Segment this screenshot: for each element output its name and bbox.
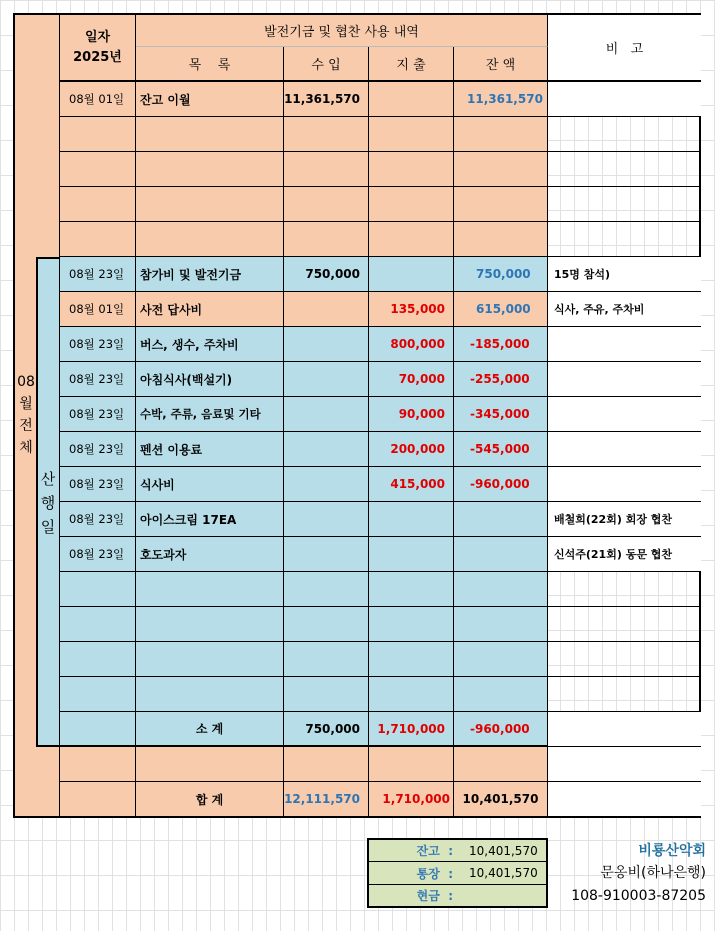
- row-expense: 415,000: [369, 467, 454, 502]
- total-income: 12,111,570: [284, 782, 369, 816]
- row-item: 수박, 주류, 음료및 기타: [136, 397, 284, 432]
- total-expense: 1,710,000: [369, 782, 454, 816]
- summary-cash: [369, 885, 546, 906]
- empty-rows-vlines: [60, 117, 701, 257]
- row-income: [284, 467, 369, 502]
- header-date: [60, 15, 136, 82]
- row-date: 08월 23일: [60, 432, 136, 467]
- row-note: [548, 397, 701, 432]
- subtotal-expense: 1,710,000: [369, 712, 454, 747]
- row-expense: 800,000: [369, 327, 454, 362]
- side-label-month-2: 월: [19, 396, 33, 412]
- side-label-hiking-2: 행: [40, 493, 56, 512]
- subtotal-income: 750,000: [284, 712, 369, 747]
- total-balance: 10,401,570: [454, 782, 548, 816]
- header-title-text: 발전기금 및 협찬 사용 내역: [264, 25, 419, 40]
- summary-bank: [369, 862, 546, 885]
- header-col-balance: 잔 액: [454, 47, 548, 82]
- row-date: 08월 23일: [60, 467, 136, 502]
- summary-cash-label: 현금 :: [416, 889, 453, 903]
- row-note: [548, 327, 701, 362]
- side-label-month: [15, 370, 37, 460]
- row-balance: [454, 537, 548, 572]
- row-item: 펜션 이용료: [136, 432, 284, 467]
- row-item: 버스, 생수, 주차비: [136, 327, 284, 362]
- row-expense: [369, 82, 454, 117]
- org-account-number: 108-910003-87205: [571, 888, 706, 904]
- row-date: 08월 23일: [60, 397, 136, 432]
- row-expense: 135,000: [369, 292, 454, 327]
- org-account-name: 문옹비(하나은행): [600, 865, 706, 881]
- row-note: [548, 82, 701, 117]
- total-note: [548, 782, 701, 816]
- row-note: 15명 참석): [548, 257, 701, 292]
- org-name: 비룡산악회: [638, 843, 706, 859]
- subtotal-note: [548, 712, 701, 747]
- row-balance: 750,000: [454, 257, 548, 292]
- row-item: 식사비: [136, 467, 284, 502]
- row-balance: -545,000: [454, 432, 548, 467]
- row-balance: [454, 502, 548, 537]
- row-item: 아침식사(백설기): [136, 362, 284, 397]
- summary-bank-label: 통장 :: [416, 866, 453, 881]
- header-year: 2025년: [73, 49, 122, 65]
- side-label-month-1: 08: [17, 374, 35, 390]
- row-balance: -185,000: [454, 327, 548, 362]
- row-income: 11,361,570: [284, 82, 369, 117]
- empty-blue-rows-vlines: [60, 572, 701, 712]
- row-income: [284, 502, 369, 537]
- row-income: [284, 537, 369, 572]
- side-label-month-4: 체: [19, 440, 33, 456]
- row-date: 08월 23일: [60, 502, 136, 537]
- summary-bank-value: 10,401,570: [469, 866, 538, 880]
- row-income: [284, 327, 369, 362]
- total-date: [60, 782, 136, 816]
- row-note: [548, 432, 701, 467]
- row-date: 08월 23일: [60, 327, 136, 362]
- row-balance: -345,000: [454, 397, 548, 432]
- row-note: 신석주(21회) 동문 협찬: [548, 537, 701, 572]
- row-note: 배철희(22회) 회장 협찬: [548, 502, 701, 537]
- row-date: 08월 23일: [60, 362, 136, 397]
- summary-balance-label: 잔고 :: [416, 844, 453, 858]
- row-item: 참가비 및 발전기금: [136, 257, 284, 292]
- subtotal-label: 소 계: [136, 712, 284, 747]
- row-item: 사전 답사비: [136, 292, 284, 327]
- row-item: 아이스크림 17EA: [136, 502, 284, 537]
- row-expense: 70,000: [369, 362, 454, 397]
- summary-balance-value: 10,401,570: [469, 843, 538, 858]
- side-label-month-3: 전: [19, 418, 33, 434]
- row-balance: -255,000: [454, 362, 548, 397]
- header-title: [136, 15, 548, 47]
- row-date: 08월 01일: [60, 292, 136, 327]
- row-expense: 90,000: [369, 397, 454, 432]
- row-income: [284, 362, 369, 397]
- row-item: 잔고 이월: [136, 82, 284, 117]
- row-expense: 200,000: [369, 432, 454, 467]
- row-income: [284, 432, 369, 467]
- row-balance: 11,361,570: [454, 82, 548, 117]
- row-note: [548, 362, 701, 397]
- row-item: 호도과자: [136, 537, 284, 572]
- subtotal-date: [60, 712, 136, 747]
- row-balance: 615,000: [454, 292, 548, 327]
- row-expense: [369, 257, 454, 292]
- header-col-income: 수 입: [284, 47, 369, 82]
- total-label: 합 계: [136, 782, 284, 816]
- row-date: 08월 23일: [60, 537, 136, 572]
- summary-balance: [369, 840, 546, 862]
- row-note: [548, 467, 701, 502]
- row-date: 08월 01일: [60, 82, 136, 117]
- row-income: 750,000: [284, 257, 369, 292]
- row-income: [284, 397, 369, 432]
- header-col-item: 목 록: [136, 47, 284, 82]
- subtotal-balance: -960,000: [454, 712, 548, 747]
- row-expense: [369, 537, 454, 572]
- side-label-hiking-day: [36, 465, 60, 540]
- header-date-label: 일자: [84, 29, 111, 45]
- row-balance: -960,000: [454, 467, 548, 502]
- row-date: 08월 23일: [60, 257, 136, 292]
- header-col-note: 비 고: [548, 15, 701, 82]
- side-label-hiking-1: 산: [40, 469, 56, 488]
- side-label-hiking-3: 일: [40, 517, 56, 536]
- row-note: 식사, 주유, 주차비: [548, 292, 701, 327]
- row-expense: [369, 502, 454, 537]
- header-col-expense: 지 출: [369, 47, 454, 82]
- row-income: [284, 292, 369, 327]
